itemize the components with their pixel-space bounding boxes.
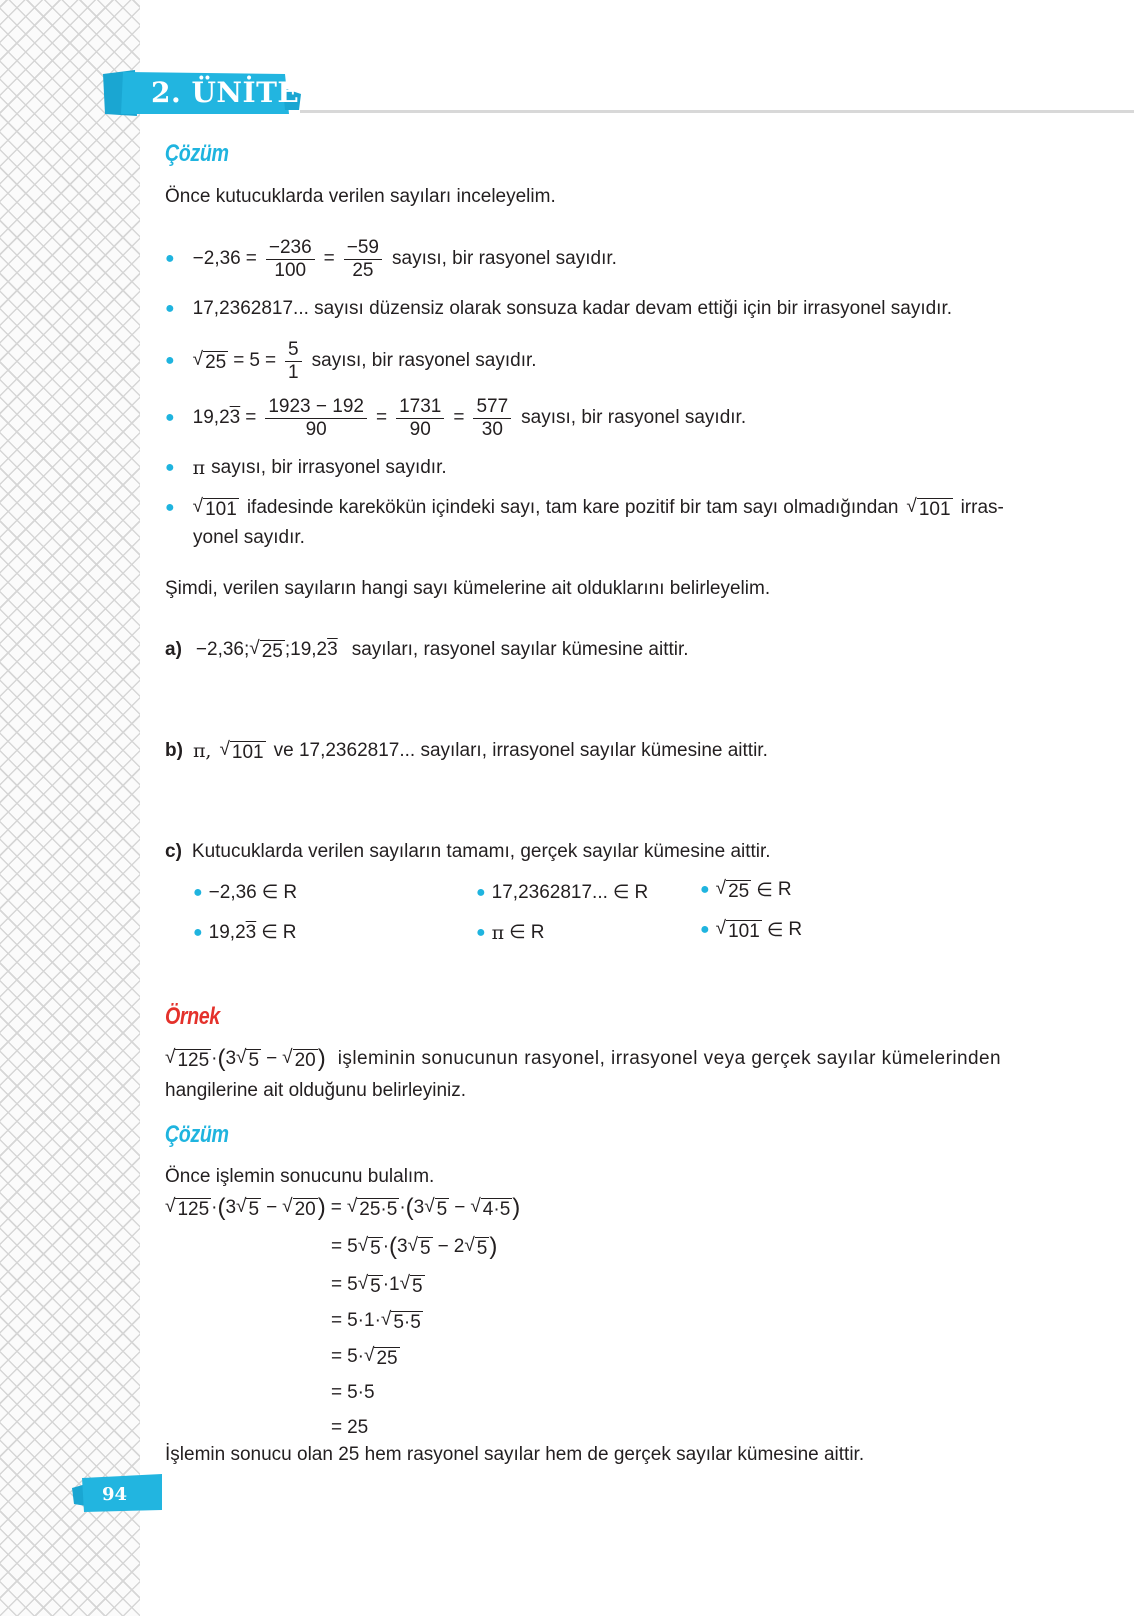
unit-title: 2. ÜNİTE bbox=[151, 76, 300, 109]
set-item: ● √ 101 ∈ R bbox=[700, 918, 803, 942]
bullet-text: sayısı, bir rasyonel sayıdır. bbox=[311, 350, 537, 371]
bullet-icon: ● bbox=[165, 250, 175, 267]
intro-text-3: Önce işlemin sonucunu bulalım. bbox=[165, 1166, 435, 1187]
question-text: işleminin sonucunun rasyonel, irrasyonel veya gerçek sayılar kümelerinden bbox=[337, 1048, 1002, 1069]
bullet-icon: ● bbox=[165, 459, 175, 476]
set-item: ● π ∈ R bbox=[476, 921, 545, 944]
bullet-icon: ● bbox=[165, 300, 175, 317]
item-label: c) bbox=[165, 841, 182, 862]
calc-line-6: = 5·5 bbox=[331, 1382, 375, 1403]
bullet-icon: ● bbox=[165, 499, 175, 516]
bullet-icon: ● bbox=[700, 921, 710, 938]
bullet-item-6 bbox=[165, 496, 1004, 520]
set-item: ● 19,2 3 ∈ R bbox=[193, 921, 297, 943]
math-expr: 19,23 = bbox=[192, 407, 257, 428]
example-question: √ 125 · ( 3 √ 5 − √ 20 ) işleminin sonucunun rasyonel, irrasyonel veya gerçek sayılar kümelerinden bbox=[165, 1045, 1002, 1072]
sqrt-expr: √ 25 bbox=[249, 638, 283, 662]
item-text: sayıları, rasyonel sayılar kümesine aittir. bbox=[351, 639, 689, 660]
bullet-icon: ● bbox=[476, 923, 486, 941]
bullet-item-1: ● −2,36 = $\frac{-236}{100}$ = $\frac{-59}{25}$ sayısı, bir rasyonel sayıdır. bbox=[165, 236, 617, 281]
page-number-tab bbox=[72, 1474, 164, 1514]
calc-line-5: = 5· √ 25 bbox=[331, 1345, 398, 1369]
header-rule bbox=[300, 110, 1134, 113]
item-c bbox=[165, 841, 771, 863]
page-number: 94 bbox=[102, 1484, 128, 1505]
sqrt-expr: √ 25 bbox=[192, 349, 227, 373]
item-text: Kutucuklarda verilen sayıların tamamı, gerçek sayılar kümesine aittir. bbox=[191, 841, 771, 862]
set-item: ● √ 25 ∈ R bbox=[700, 878, 792, 902]
unit-tab bbox=[103, 70, 303, 116]
bullet-text: sayısı, bir rasyonel sayıdır. bbox=[392, 248, 617, 269]
question-text-cont: hangilerine ait olduğunu belirleyiniz. bbox=[165, 1080, 467, 1101]
calc-line-3: = 5 √ 5 · 1 √ 5 bbox=[331, 1273, 423, 1297]
intro-text: Önce kutucuklarda verilen sayıları inceleyelim. bbox=[165, 186, 556, 207]
item-a bbox=[165, 638, 689, 662]
bullet-text: ifadesinde karekökün içindeki sayı, tam kare pozitif bir tam sayı olmadığından bbox=[246, 497, 899, 518]
bullet-text: sayısı, bir irrasyonel sayıdır. bbox=[211, 457, 447, 478]
bullet-icon: ● bbox=[700, 881, 710, 898]
fraction: $\frac{1731}{90}$ bbox=[396, 396, 444, 441]
set-item: ● −2,36 ∈ R bbox=[193, 881, 298, 903]
calc-line-4: = 5·1· √ 5·5 bbox=[331, 1309, 421, 1333]
bullet-text: 17,2362817... sayısı düzensiz olarak sonsuza kadar devam ettiği için bir irrasyonel sayıdır. bbox=[192, 298, 953, 319]
bullet-text: sayısı, bir rasyonel sayıdır. bbox=[521, 407, 747, 428]
bullet-item-5 bbox=[165, 457, 447, 479]
bullet-icon: ● bbox=[193, 923, 203, 941]
bullet-item-3: ● √ 25 = 5 = $\frac{5}{1}$ sayısı, bir rasyonel sayıdır. bbox=[165, 338, 537, 383]
calc-line-1: √ 125 · ( 3 √ 5 − √ 20 ) = √ 25·5 · ( 3 √ 5 − √ 4·5 ) bbox=[165, 1194, 521, 1221]
math-expr: −2,36; bbox=[195, 639, 250, 660]
sqrt-expr: √ 101 bbox=[219, 739, 264, 763]
solution-heading: Çözüm bbox=[165, 140, 229, 167]
set-value: 17,2362817... bbox=[491, 881, 608, 903]
bullet-text-cont: yonel sayıdır. bbox=[193, 527, 305, 548]
fraction: $\frac{577}{30}$ bbox=[473, 396, 511, 441]
intro-text-2: Şimdi, verilen sayıların hangi sayı kümelerine ait olduklarını belirleyelim. bbox=[165, 578, 771, 599]
example-heading: Örnek bbox=[165, 1003, 220, 1030]
item-label: b) bbox=[165, 740, 183, 761]
item-b bbox=[165, 739, 768, 763]
fraction: $\frac{-59}{25}$ bbox=[344, 237, 382, 282]
item-label: a) bbox=[165, 639, 182, 660]
math-expr: −2,36 = bbox=[192, 248, 257, 269]
bullet-item-2 bbox=[165, 298, 952, 320]
calc-line-2: = 5 √ 5 · ( 3 √ 5 − 2 √ 5 ) bbox=[331, 1233, 498, 1260]
calc-line-7: = 25 bbox=[331, 1417, 369, 1438]
item-text: ve 17,2362817... sayıları, irrasyonel sayılar kümesine aittir. bbox=[273, 740, 768, 761]
pi-symbol: π, bbox=[192, 740, 212, 762]
sqrt-expr: √ 101 bbox=[192, 496, 237, 520]
solution-heading-2: Çözüm bbox=[165, 1121, 229, 1148]
side-pattern bbox=[0, 0, 140, 1616]
bullet-icon: ● bbox=[165, 352, 175, 369]
conclusion-text: İşlemin sonucu olan 25 hem rasyonel sayılar hem de gerçek sayılar kümesine aittir. bbox=[165, 1444, 865, 1465]
bullet-item-4: ● 19,23 = $\frac{1923 - 192}{90}$ = $\frac{1731}{90}$ = $\frac{577}{30}$ sayısı, bir rasyonel sayıdır. bbox=[165, 395, 747, 440]
fraction: $\frac{1923 - 192}{90}$ bbox=[265, 396, 367, 441]
math-expr: ;19,23 bbox=[284, 639, 338, 660]
fraction: $\frac{-236}{100}$ bbox=[266, 237, 315, 282]
bullet-icon: ● bbox=[165, 409, 175, 426]
bullet-icon: ● bbox=[193, 883, 203, 901]
pi-symbol: π bbox=[192, 457, 206, 479]
set-item: ● 17,2362817... ∈ R bbox=[476, 881, 649, 903]
bullet-icon: ● bbox=[476, 883, 486, 901]
bullet-text: irras- bbox=[960, 497, 1004, 518]
sqrt-expr: √ 101 bbox=[906, 496, 951, 520]
sqrt-expr: √ 125 bbox=[165, 1047, 210, 1071]
fraction: $\frac{5}{1}$ bbox=[285, 339, 302, 384]
